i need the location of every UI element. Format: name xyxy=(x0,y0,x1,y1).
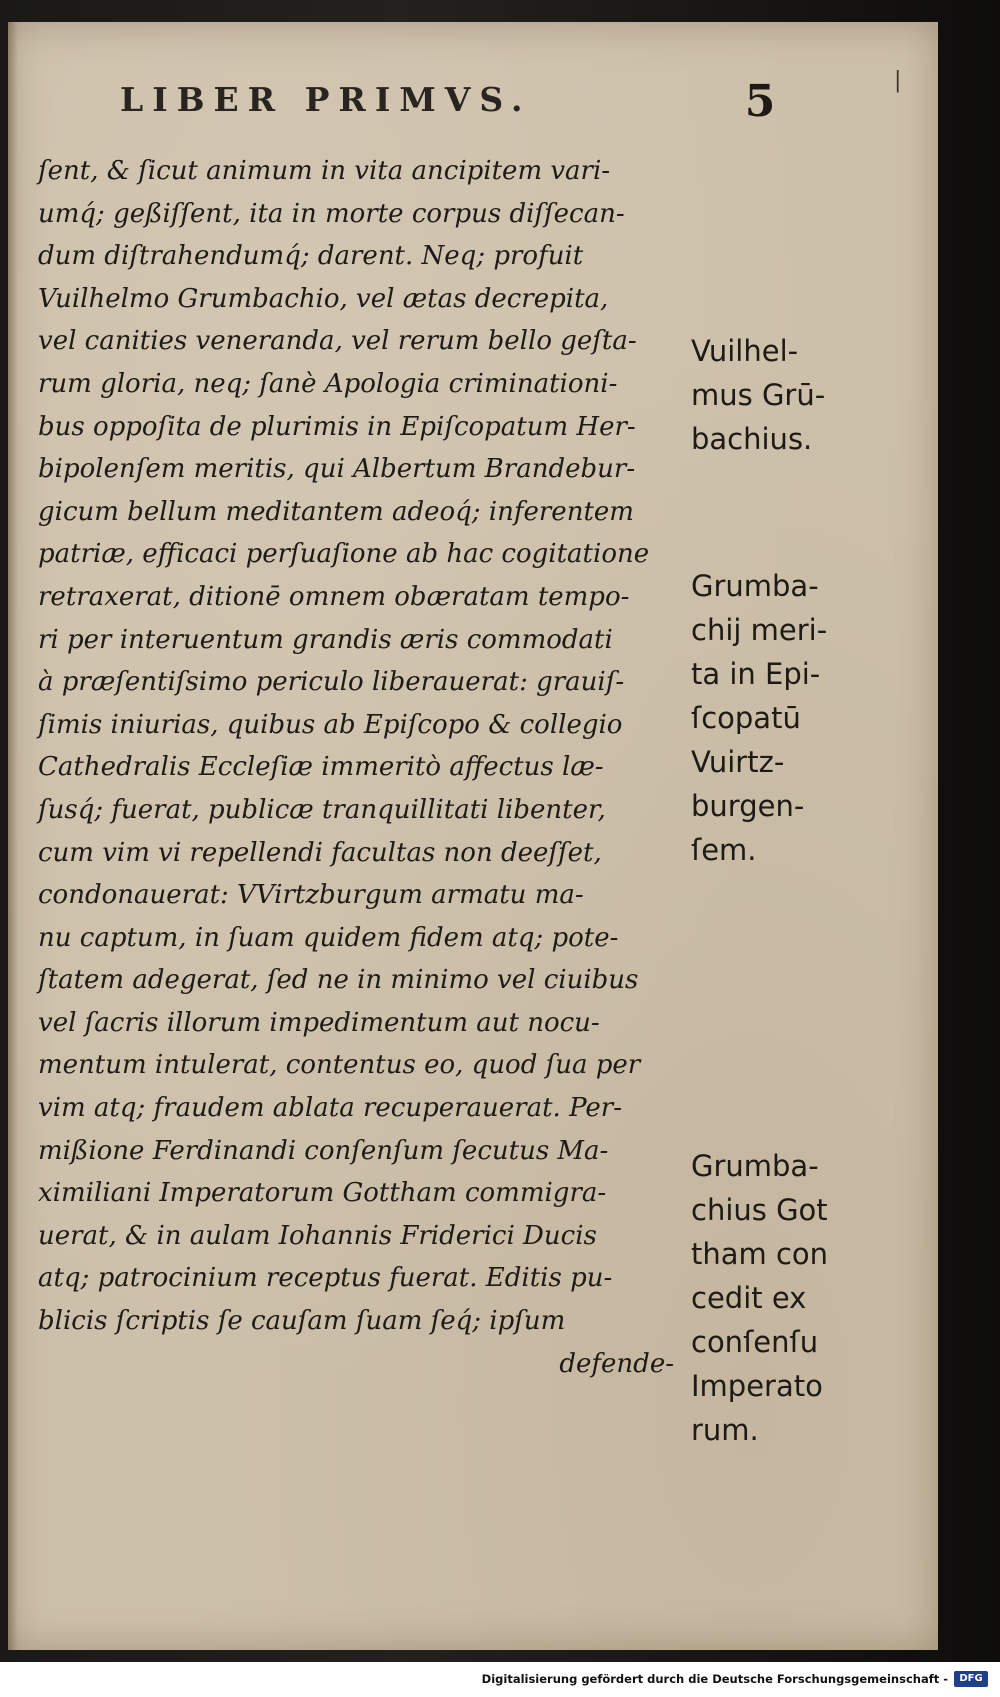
text-line: à præſentiſsimo periculo liberauerat: grauiſ- xyxy=(38,667,625,698)
text-line: mentum intulerat, contentus eo, quod ſua per xyxy=(38,1050,641,1081)
running-head: LIBER PRIMVS. xyxy=(120,80,532,119)
text-line: patriæ, efficaci perſuaſione ab hac cogitatione xyxy=(38,539,650,570)
text-line: retraxerat, ditionē omnem obæratam tempo- xyxy=(38,581,630,612)
text-line: uerat, & in aulam Iohannis Friderici Ducis xyxy=(38,1220,597,1251)
digitization-footer xyxy=(0,1662,1000,1697)
note-line: tham con xyxy=(691,1237,829,1271)
folio-number: 5 xyxy=(744,76,776,127)
text-line: ximiliani Imperatorum Gottham commigra- xyxy=(38,1178,607,1209)
text-line: ſtatem adegerat, ſed ne in minimo vel ciuibus xyxy=(38,965,639,996)
text-line: ſimis iniurias, quibus ab Epiſcopo & collegio xyxy=(38,709,623,740)
note-line: bachius. xyxy=(691,422,813,456)
text-line: bus oppoſita de plurimis in Epiſcopatum Her- xyxy=(38,411,636,442)
marginal-note-gotham xyxy=(691,1144,931,1452)
text-line: cum vim vi repellendi facultas non deeſſet, xyxy=(38,837,602,868)
note-line: mus Grū- xyxy=(691,378,826,412)
funding-credit: Digitalisierung gefördert durch die Deutsche Forschungsgemeinschaft - xyxy=(481,1672,948,1686)
text-line: dum diſtrahendumq́; darent. Neq; profuit xyxy=(38,241,584,272)
text-line: condonauerat: VVirtzburgum armatu ma- xyxy=(38,880,584,911)
text-line: umq́; geßiſſent, ita in morte corpus diſſecan- xyxy=(38,198,625,229)
catchword-line: defende- xyxy=(559,1348,674,1379)
text-line: atq; patrocinium receptus fuerat. Editis pu- xyxy=(38,1263,613,1294)
marginal-note-merita xyxy=(691,564,931,872)
marginal-note-grumbachius xyxy=(691,329,931,461)
text-line: Cathedralis Eccleſiæ immeritò affectus læ- xyxy=(38,752,604,783)
note-line: burgen- xyxy=(691,789,805,823)
text-line: vel canities veneranda, vel rerum bello geſta- xyxy=(38,326,637,357)
text-line: ri per interuentum grandis æris commodati xyxy=(38,624,613,655)
note-line: Imperato xyxy=(691,1369,823,1403)
text-line: vim atq; fraudem ablata recuperauerat. Per- xyxy=(38,1093,623,1124)
note-line: rum. xyxy=(691,1413,759,1447)
text-line: ſusq́; fuerat, publicæ tranquillitati libenter, xyxy=(38,794,606,825)
text-line: bipolenſem meritis, qui Albertum Brandebur- xyxy=(38,454,636,485)
text-line: mißione Ferdinandi conſenſum ſecutus Ma- xyxy=(38,1135,609,1166)
text-line: Vuilhelmo Grumbachio, vel ætas decrepita, xyxy=(38,283,609,314)
note-line: chij meri- xyxy=(691,613,828,647)
main-text-block xyxy=(38,150,678,1385)
note-line: ta in Epi- xyxy=(691,657,821,691)
note-line: conſenſu xyxy=(691,1325,819,1359)
note-line: Grumba- xyxy=(691,1149,819,1183)
text-line: blicis ſcriptis ſe cauſam ſuam ſeq́; ipſum xyxy=(38,1306,566,1337)
book-page xyxy=(8,22,938,1650)
note-line: ſem. xyxy=(691,833,757,867)
note-line: Vuilhel- xyxy=(691,334,799,368)
note-line: chius Got xyxy=(691,1193,828,1227)
text-line: gicum bellum meditantem adeoq́; inferentem xyxy=(38,496,634,527)
note-line: ſcopatū xyxy=(691,701,801,735)
note-line: Grumba- xyxy=(691,569,819,603)
text-line: ſent, & ſicut animum in vita ancipitem vari- xyxy=(38,156,611,186)
margin-mark: | xyxy=(894,68,902,93)
text-line: nu captum, in ſuam quidem fidem atq; pote- xyxy=(38,922,619,953)
text-line: rum gloria, neq; ſanè Apologia criminationi- xyxy=(38,368,618,399)
note-line: cedit ex xyxy=(691,1281,807,1315)
dfg-logo-icon: DFG xyxy=(954,1671,988,1687)
note-line: Vuirtz- xyxy=(691,745,785,779)
text-line: vel ſacris illorum impedimentum aut nocu- xyxy=(38,1007,600,1038)
